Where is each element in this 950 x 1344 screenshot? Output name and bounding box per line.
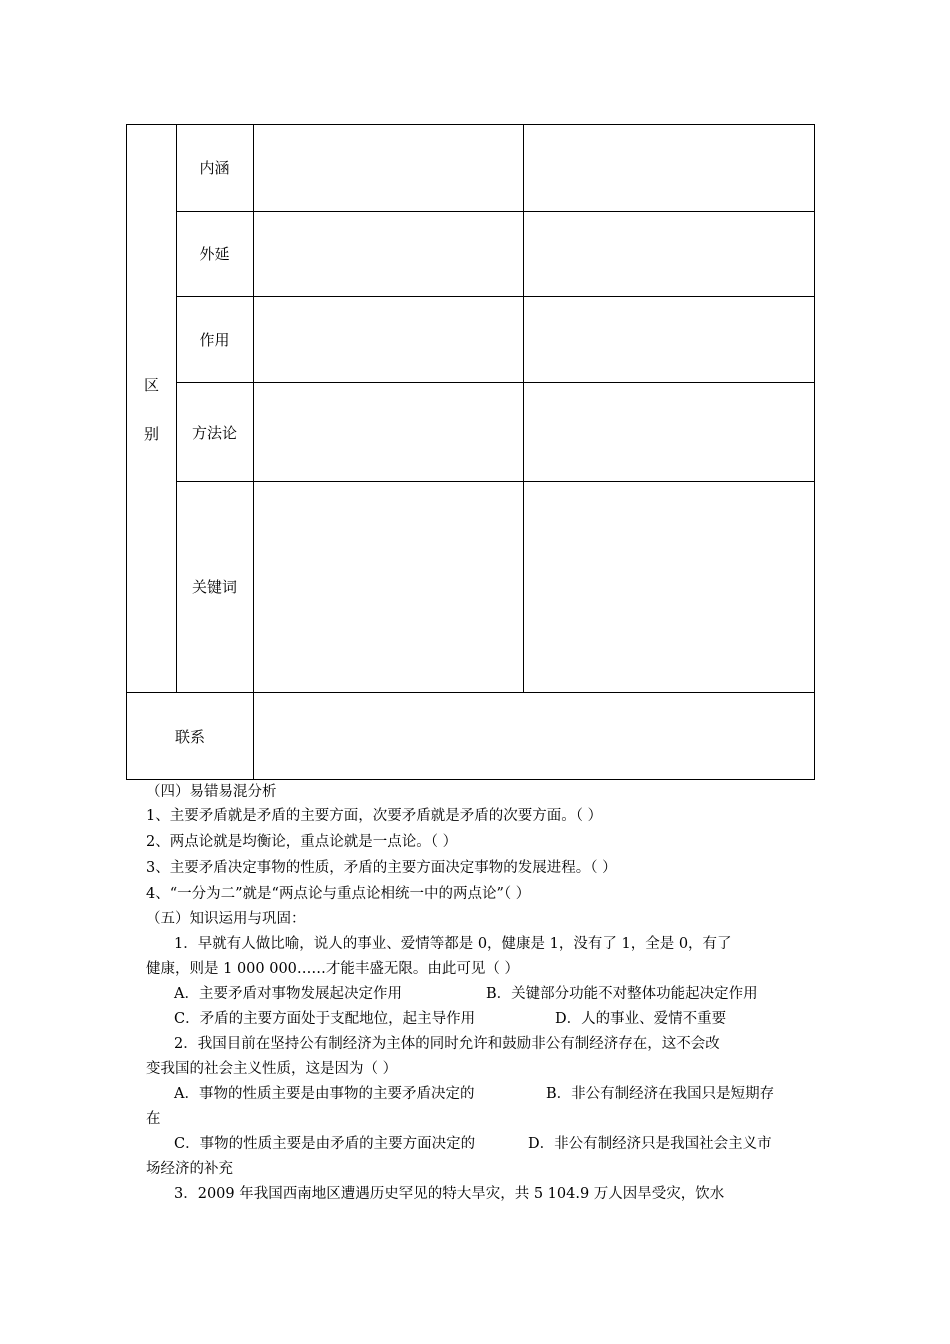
section4-item-2: 2、两点论就是均衡论，重点论就是一点论。（ ） bbox=[146, 834, 458, 850]
section4-title: （四）易错易混分析 bbox=[146, 784, 277, 800]
row-label-neihan: 内涵 bbox=[199, 159, 230, 177]
q2-line2: 变我国的社会主义性质，这是因为（ ） bbox=[146, 1061, 398, 1077]
q2-option-d-cont: 场经济的补充 bbox=[146, 1161, 233, 1177]
q2-line1: 2．我国目前在坚持公有制经济为主体的同时允许和鼓励非公有制经济存在，这不会改 bbox=[174, 1036, 720, 1052]
q1-line1: 1．早就有人做比喻，说人的事业、爱情等都是 0，健康是 1，没有了 1，全是 0，有了 bbox=[174, 936, 732, 952]
row-label-fangfalun: 方法论 bbox=[191, 424, 237, 442]
q2-option-b-cont: 在 bbox=[146, 1111, 161, 1127]
section4-item-4: 4、“一分为二”就是“两点论与重点论相统一中的两点论”（ ） bbox=[146, 886, 531, 902]
q2-option-b: B．非公有制经济在我国只是短期存 bbox=[546, 1086, 775, 1102]
row-label-zuoyong: 作用 bbox=[199, 331, 230, 349]
table-divider bbox=[253, 125, 254, 780]
row-label-waiyan: 外延 bbox=[199, 245, 230, 263]
q3-line1: 3．2009 年我国西南地区遭遇历史罕见的特大旱灾，共 5 104.9 万人因旱受灾，饮水 bbox=[174, 1186, 725, 1202]
table-divider bbox=[176, 211, 814, 212]
group-label-bie: 别 bbox=[143, 425, 159, 443]
section5-title: （五）知识运用与巩固： bbox=[146, 911, 306, 927]
row-label-guanjianci: 关键词 bbox=[191, 578, 237, 596]
row-label-lianxi: 联系 bbox=[174, 728, 205, 746]
section4-item-1: 1、主要矛盾就是矛盾的主要方面，次要矛盾就是矛盾的次要方面。（ ） bbox=[146, 808, 603, 824]
q1-option-d: D．人的事业、爱情不重要 bbox=[555, 1011, 727, 1027]
section4-item-3: 3、主要矛盾决定事物的性质，矛盾的主要方面决定事物的发展进程。（ ） bbox=[146, 860, 617, 876]
table-divider bbox=[176, 382, 814, 383]
q1-option-a: A．主要矛盾对事物发展起决定作用 bbox=[174, 986, 402, 1002]
q1-option-b: B．关键部分功能不对整体功能起决定作用 bbox=[486, 986, 758, 1002]
group-label-qu: 区 bbox=[143, 376, 159, 394]
q2-option-d: D．非公有制经济只是我国社会主义市 bbox=[528, 1136, 772, 1152]
q2-option-c: C．事物的性质主要是由矛盾的主要方面决定的 bbox=[174, 1136, 476, 1152]
table-divider bbox=[176, 296, 814, 297]
comparison-table bbox=[126, 124, 815, 780]
q2-option-a: A．事物的性质主要是由事物的主要矛盾决定的 bbox=[174, 1086, 475, 1102]
table-divider bbox=[176, 481, 814, 482]
q1-line2: 健康，则是 1 000 000……才能丰盛无限。由此可见（ ） bbox=[146, 961, 520, 977]
table-divider bbox=[127, 692, 814, 693]
q1-option-c: C．矛盾的主要方面处于支配地位，起主导作用 bbox=[174, 1011, 476, 1027]
